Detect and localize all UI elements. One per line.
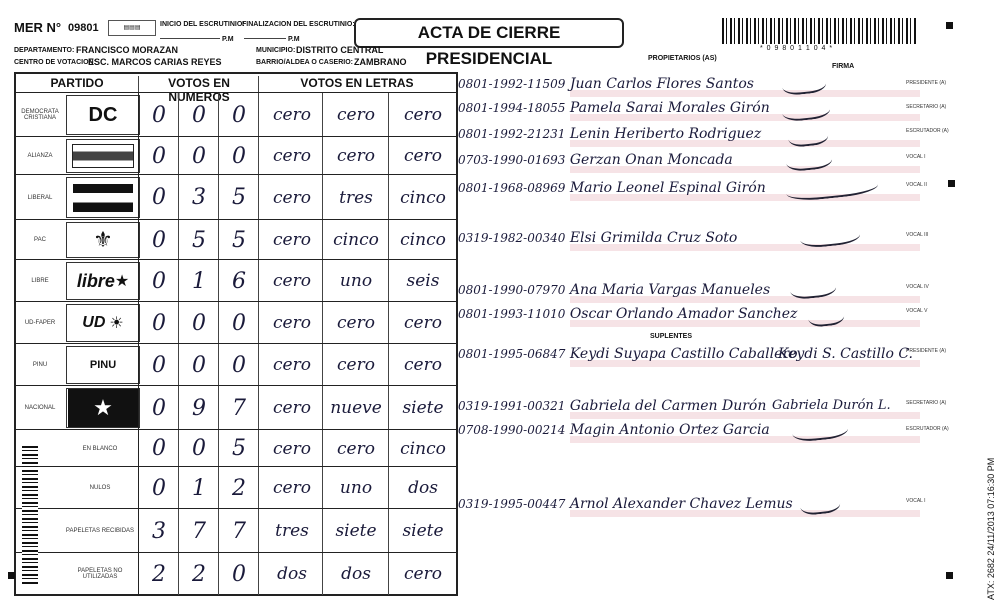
vote-digit: 2 bbox=[138, 553, 179, 595]
member-id: 0319-1995-00447 bbox=[458, 497, 566, 511]
vote-digit: 5 bbox=[178, 220, 219, 260]
table-row bbox=[16, 343, 456, 386]
member-name: Juan Carlos Flores Santos bbox=[569, 76, 754, 92]
vote-word: cero bbox=[258, 175, 325, 220]
vote-digit: 0 bbox=[178, 430, 219, 467]
vote-digit: 3 bbox=[138, 509, 179, 553]
col-partido-header: PARTIDO bbox=[50, 76, 104, 90]
corner-mark-left bbox=[8, 572, 15, 579]
vote-word: tres bbox=[322, 175, 389, 220]
party-logo bbox=[66, 177, 140, 218]
vote-word: dos bbox=[258, 553, 325, 595]
vote-word: cinco bbox=[388, 175, 457, 220]
finalizacion-label: FINALIZACION DEL ESCRUTINIO: bbox=[242, 21, 355, 28]
vote-word: cero bbox=[388, 302, 457, 344]
party-label: NACIONAL bbox=[24, 405, 56, 411]
signature-text-keydi: Keydi S. Castillo C. bbox=[778, 346, 914, 362]
vote-word: cero bbox=[388, 344, 457, 386]
table-row bbox=[16, 259, 456, 302]
votes-table bbox=[14, 72, 458, 596]
barrio-value: ZAMBRANO bbox=[354, 57, 407, 67]
vote-digit: 0 bbox=[178, 93, 219, 137]
party-logo-text: libre bbox=[76, 270, 115, 291]
vote-digit: 2 bbox=[218, 467, 259, 509]
table-row bbox=[16, 136, 456, 175]
member-name: Gabriela del Carmen Durón bbox=[569, 398, 767, 414]
vote-word: cero bbox=[322, 430, 389, 467]
member-name: Gerzan Onan Moncada bbox=[569, 152, 733, 168]
party-label: UD-FAPER bbox=[24, 320, 56, 326]
vote-word: uno bbox=[322, 260, 389, 302]
vote-word: siete bbox=[322, 509, 389, 553]
centro-label: CENTRO DE VOTACION: bbox=[14, 59, 96, 66]
vote-word: cinco bbox=[388, 430, 457, 467]
member-id: 0703-1990-01693 bbox=[458, 153, 566, 167]
vote-digit: 0 bbox=[138, 137, 179, 175]
member-entry bbox=[458, 100, 908, 122]
party-label: NULOS bbox=[89, 485, 111, 491]
mer-label: MER N° bbox=[14, 20, 62, 35]
vote-digit: 0 bbox=[218, 344, 259, 386]
vote-digit: 5 bbox=[218, 175, 259, 220]
sun-icon: ☀ bbox=[109, 315, 124, 332]
party-logo bbox=[66, 222, 140, 258]
role-label: PRESIDENTE (A) bbox=[906, 80, 947, 86]
vote-digit: 3 bbox=[178, 175, 219, 220]
vote-digit: 0 bbox=[218, 93, 259, 137]
corner-mark-right-bottom bbox=[946, 572, 953, 579]
vote-word: cinco bbox=[322, 220, 389, 260]
role-label: SECRETARIO (A) bbox=[906, 104, 947, 110]
finalizacion-line bbox=[244, 38, 286, 39]
vote-digit: 7 bbox=[218, 386, 259, 430]
party-label: LIBRE bbox=[31, 278, 49, 284]
vote-word: cero bbox=[258, 430, 325, 467]
vote-word: cero bbox=[258, 260, 325, 302]
municipio-value: DISTRITO CENTRAL bbox=[296, 45, 384, 55]
vote-digit: 9 bbox=[178, 386, 219, 430]
role-label: VOCAL IV bbox=[906, 284, 929, 290]
vote-digit: 0 bbox=[138, 260, 179, 302]
vote-digit: 0 bbox=[138, 344, 179, 386]
vote-word: nueve bbox=[322, 386, 389, 430]
role-label: VOCAL V bbox=[906, 308, 928, 314]
vote-word: cero bbox=[388, 137, 457, 175]
vote-word: cero bbox=[258, 137, 325, 175]
member-id: 0801-1990-07970 bbox=[458, 283, 566, 297]
vote-word: dos bbox=[322, 553, 389, 595]
vote-word: tres bbox=[258, 509, 325, 553]
member-name: Oscar Orlando Amador Sanchez bbox=[569, 306, 798, 322]
vote-digit: 0 bbox=[218, 302, 259, 344]
vote-digit: 0 bbox=[138, 302, 179, 344]
party-logo-text: PINU bbox=[89, 359, 117, 371]
departamento-label: DEPARTAMENTO: bbox=[14, 47, 75, 54]
party-label: PAPELETAS NO UTILIZADAS bbox=[77, 568, 123, 580]
vote-digit: 7 bbox=[218, 509, 259, 553]
vote-word: cero bbox=[322, 344, 389, 386]
member-name: Magin Antonio Ortez Garcia bbox=[569, 422, 770, 438]
vote-digit: 0 bbox=[138, 220, 179, 260]
vote-digit: 0 bbox=[218, 553, 259, 595]
signature-text-gabriela: Gabriela Durón L. bbox=[772, 398, 891, 413]
member-entry bbox=[458, 152, 908, 174]
vote-word: cero bbox=[322, 93, 389, 137]
member-id: 0801-1992-11509 bbox=[458, 77, 566, 91]
party-logo bbox=[66, 346, 140, 384]
cne-logo: ▤▤▤ bbox=[108, 20, 156, 36]
role-label: ESCRUTADOR (A) bbox=[906, 128, 949, 134]
finalizacion-ampm: P.M bbox=[288, 36, 300, 43]
vote-word: seis bbox=[388, 260, 457, 302]
role-label: VOCAL III bbox=[906, 232, 929, 238]
role-label: VOCAL II bbox=[906, 182, 927, 188]
party-label: ALIANZA bbox=[27, 153, 53, 159]
party-label: LIBERAL bbox=[27, 194, 53, 201]
member-id: 0708-1990-00214 bbox=[458, 423, 566, 437]
vote-digit: 0 bbox=[138, 93, 179, 137]
member-id: 0801-1993-11010 bbox=[458, 307, 566, 321]
star-icon: ★ bbox=[68, 389, 138, 427]
member-name: Pamela Sarai Morales Girón bbox=[569, 100, 770, 116]
barcode-number: * 0 9 8 0 1 1 0 4 * bbox=[760, 45, 834, 52]
vote-digit: 5 bbox=[218, 430, 259, 467]
member-entry bbox=[458, 126, 908, 148]
corner-mark-right-top bbox=[948, 180, 955, 187]
vote-digit: 0 bbox=[178, 137, 219, 175]
vote-digit: 2 bbox=[178, 553, 219, 595]
vote-word: cero bbox=[258, 386, 325, 430]
vote-digit: 1 bbox=[178, 467, 219, 509]
inicio-line bbox=[160, 38, 220, 39]
party-logo-text: DC bbox=[88, 103, 118, 126]
party-logo bbox=[66, 304, 140, 342]
member-entry bbox=[458, 496, 908, 518]
member-name: Keydi Suyapa Castillo Caballero bbox=[569, 346, 798, 362]
vote-word: cero bbox=[258, 93, 325, 137]
departamento-value: FRANCISCO MORAZAN bbox=[76, 45, 178, 55]
col-numeros-header: VOTOS EN NUMEROS bbox=[138, 76, 259, 92]
role-label: VOCAL I bbox=[906, 498, 926, 504]
party-logo-text: UD bbox=[82, 314, 106, 331]
table-row bbox=[16, 301, 456, 344]
vote-word: dos bbox=[388, 467, 457, 509]
mer-number: 09801 bbox=[68, 22, 99, 34]
vote-word: cero bbox=[258, 220, 325, 260]
vote-digit: 0 bbox=[138, 430, 179, 467]
member-name: Arnol Alexander Chavez Lemus bbox=[569, 496, 793, 512]
role-label: SECRETARIO (A) bbox=[906, 400, 947, 406]
role-label: ESCRUTADOR (A) bbox=[906, 426, 949, 432]
barcode bbox=[722, 18, 918, 44]
party-logo bbox=[66, 388, 140, 428]
vote-word: cero bbox=[258, 344, 325, 386]
flag-icon bbox=[72, 144, 134, 168]
member-id: 0801-1968-08969 bbox=[458, 181, 566, 195]
party-label: DEMOCRATA CRISTIANA bbox=[21, 109, 59, 121]
vote-word: cero bbox=[322, 302, 389, 344]
vote-digit: 0 bbox=[138, 386, 179, 430]
municipio-label: MUNICIPIO: bbox=[256, 47, 296, 54]
member-id: 0801-1992-21231 bbox=[458, 127, 566, 141]
party-logo bbox=[66, 95, 140, 135]
flag-icon bbox=[73, 184, 133, 212]
col-letras-header: VOTOS EN LETRAS bbox=[258, 76, 455, 92]
corner-mark-right-upper bbox=[946, 22, 953, 29]
vote-word: cero bbox=[388, 93, 457, 137]
party-label: PINU bbox=[32, 362, 48, 368]
table-row bbox=[16, 552, 456, 595]
side-stamp: ATX: 2682 24/11/2013 07:16:30 PM bbox=[986, 457, 996, 600]
inicio-label: INICIO DEL ESCRUTINIO: bbox=[160, 21, 245, 28]
member-entry bbox=[458, 282, 908, 304]
party-label: PAC bbox=[34, 237, 46, 243]
vote-digit: 0 bbox=[178, 344, 219, 386]
table-row bbox=[16, 219, 456, 260]
member-name: Lenin Heriberto Rodriguez bbox=[569, 126, 762, 142]
centro-value: ESC. MARCOS CARIAS REYES bbox=[88, 57, 222, 67]
vote-word: uno bbox=[322, 467, 389, 509]
barrio-label: BARRIO/ALDEA O CASERIO: bbox=[256, 59, 353, 66]
table-row bbox=[16, 385, 456, 430]
party-logo bbox=[66, 139, 140, 173]
vote-word: cero bbox=[388, 553, 457, 595]
suplentes-label: SUPLENTES bbox=[650, 333, 693, 340]
member-id: 0801-1995-06847 bbox=[458, 347, 566, 361]
vote-word: cinco bbox=[388, 220, 457, 260]
vote-digit: 0 bbox=[178, 302, 219, 344]
table-row bbox=[16, 466, 456, 509]
vote-word: cero bbox=[258, 302, 325, 344]
party-label: PAPELETAS RECIBIDAS bbox=[65, 528, 135, 534]
member-id: 0319-1982-00340 bbox=[458, 231, 566, 245]
vote-digit: 0 bbox=[138, 175, 179, 220]
propietarios-label: PROPIETARIOS (AS) bbox=[648, 55, 717, 62]
member-name: Ana Maria Vargas Manueles bbox=[569, 282, 771, 298]
vote-digit: 5 bbox=[218, 220, 259, 260]
fleur-icon: ⚜ bbox=[93, 227, 113, 252]
member-entry bbox=[458, 76, 908, 98]
member-name: Elsi Grimilda Cruz Soto bbox=[569, 230, 738, 246]
vote-word: siete bbox=[388, 509, 457, 553]
vote-digit: 6 bbox=[218, 260, 259, 302]
vote-digit: 0 bbox=[218, 137, 259, 175]
table-row bbox=[16, 429, 456, 467]
vote-digit: 7 bbox=[178, 509, 219, 553]
vote-digit: 0 bbox=[138, 467, 179, 509]
vote-digit: 1 bbox=[178, 260, 219, 302]
vote-word: cero bbox=[322, 137, 389, 175]
table-row bbox=[16, 92, 456, 137]
firma-label: FIRMA bbox=[832, 63, 855, 70]
vote-word: siete bbox=[388, 386, 457, 430]
party-label: EN BLANCO bbox=[82, 445, 118, 452]
member-id: 0319-1991-00321 bbox=[458, 399, 566, 413]
side-barcode bbox=[22, 446, 38, 584]
star-icon: ★ bbox=[114, 273, 130, 290]
document-title: ACTA DE CIERRE PRESIDENCIAL bbox=[354, 18, 624, 48]
role-label: PRESIDENTE (A) bbox=[906, 348, 947, 354]
vote-word: cero bbox=[258, 467, 325, 509]
table-row bbox=[16, 508, 456, 553]
table-header bbox=[16, 74, 456, 104]
table-row bbox=[16, 174, 456, 220]
party-logo bbox=[66, 262, 140, 300]
member-name: Mario Leonel Espinal Girón bbox=[569, 180, 766, 196]
role-label: VOCAL I bbox=[906, 154, 926, 160]
inicio-ampm: P.M bbox=[222, 36, 234, 43]
member-id: 0801-1994-18055 bbox=[458, 101, 566, 115]
